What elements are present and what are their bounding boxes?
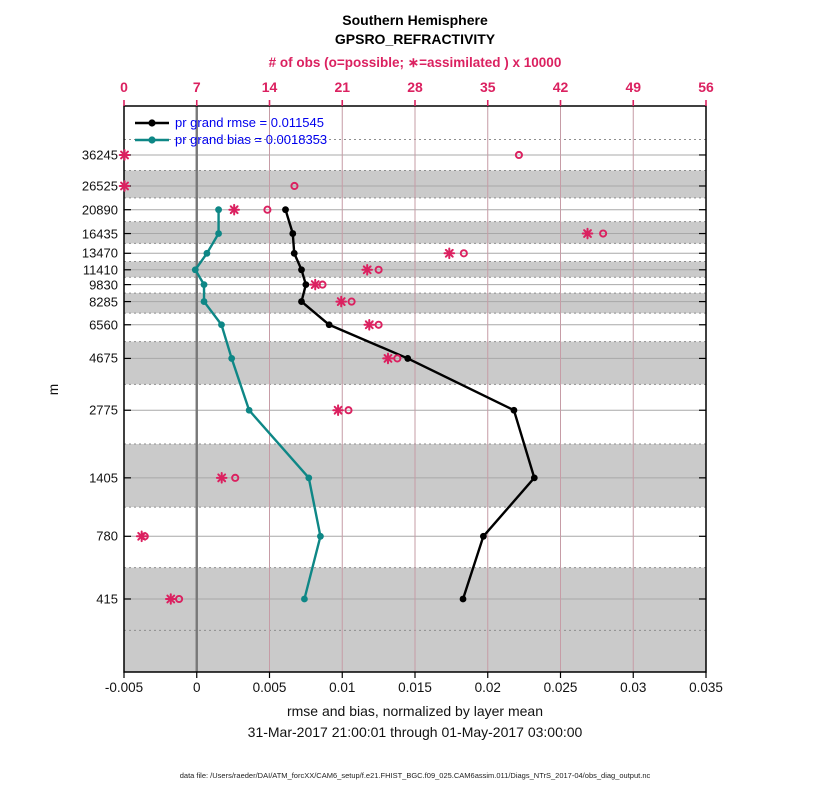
top-axis-tick-label: 49 [625, 79, 642, 95]
legend-rmse-label: pr grand rmse = 0.011545 [175, 115, 324, 130]
left-axis-tick-label: 16435 [81, 226, 118, 242]
legend-bias-line-sample [134, 134, 170, 146]
bias-data-point [218, 321, 225, 328]
rmse-data-point [531, 474, 538, 481]
legend-entry-bias [134, 131, 327, 148]
bias-data-point [228, 355, 235, 362]
rmse-data-point [298, 266, 305, 273]
top-axis-tick-label: 42 [552, 79, 569, 95]
rmse-data-point [460, 596, 467, 603]
x-axis-label: rmse and bias, normalized by layer mean [286, 703, 543, 719]
bottom-axis-tick-label: 0.01 [329, 680, 356, 695]
bias-data-point [301, 596, 308, 603]
top-axis-tick-label: 35 [479, 79, 496, 95]
page-title: Southern Hemisphere [342, 12, 488, 28]
left-axis-tick-label: 26525 [81, 178, 118, 194]
bottom-axis-tick-label: 0 [192, 680, 201, 695]
bias-data-point [317, 533, 324, 540]
bottom-axis-tick-label: 0.02 [474, 680, 501, 695]
legend-bias-label: pr grand bias = 0.0018353 [175, 132, 328, 147]
left-axis-tick-label: 20890 [81, 202, 118, 218]
legend-rmse-line-sample [134, 117, 170, 129]
top-axis-tick-label: 7 [192, 79, 201, 95]
date-range-label: 31-Mar-2017 21:00:01 through 01-May-2017 03:00:00 [247, 724, 583, 740]
top-axis-title: # of obs (o=possible; ∗=assimilated ) x 10000 [268, 55, 562, 70]
data-file-note: data file: /Users/raeder/DAI/ATM_forcXX/CAM6_setup/f.e21.FHIST_BGC.f09_025.CAM6assim.011/Diags_NTrS_2017-04/obs_diag_output.nc [179, 771, 651, 780]
bottom-axis-tick-label: 0.015 [398, 680, 432, 695]
left-axis-tick-label: 780 [96, 528, 118, 544]
legend [134, 114, 327, 148]
legend-marker [148, 136, 155, 143]
rmse-data-point [480, 533, 487, 540]
left-axis-tick-label: 9830 [89, 277, 118, 293]
bottom-axis-tick-label: 0.025 [543, 680, 578, 695]
left-axis-tick-label: 1405 [89, 470, 118, 486]
rmse-data-point [282, 206, 289, 213]
bias-data-point [192, 266, 199, 273]
bias-data-point [215, 230, 222, 237]
left-axis-tick-label: 36245 [81, 147, 118, 163]
rmse-data-point [302, 281, 309, 288]
bias-data-point [305, 474, 312, 481]
bottom-axis-tick-label: 0.03 [620, 680, 647, 695]
left-axis-tick-label: 13470 [81, 245, 118, 261]
rmse-data-point [511, 407, 518, 414]
bottom-axis-tick-label: 0.035 [689, 680, 723, 695]
left-axis-tick-label: 6560 [89, 317, 118, 333]
rmse-data-point [289, 230, 296, 237]
y-axis-label: m [46, 383, 62, 396]
bias-data-point [201, 281, 208, 288]
left-axis-tick-label: 2775 [89, 402, 118, 418]
bottom-axis-tick-label: 0.005 [252, 680, 287, 695]
rmse-data-point [326, 321, 333, 328]
bias-data-point [204, 250, 211, 257]
top-axis-tick-label: 0 [120, 79, 128, 95]
left-axis-tick-label: 415 [96, 591, 118, 607]
rmse-data-point [298, 298, 305, 305]
left-axis-tick-label: 11410 [82, 262, 118, 278]
left-axis-tick-label: 8285 [89, 294, 118, 310]
bottom-axis-tick-label: -0.005 [104, 680, 144, 695]
legend-marker [148, 119, 155, 126]
top-axis-tick-label: 14 [261, 79, 278, 95]
bias-data-point [201, 298, 208, 305]
legend-entry-rmse [134, 114, 327, 131]
top-axis-tick-label: 28 [407, 79, 423, 95]
rmse-data-point [404, 355, 411, 362]
bias-data-point [246, 407, 253, 414]
bias-data-point [215, 206, 222, 213]
left-axis-tick-label: 4675 [89, 350, 118, 366]
rmse-data-point [291, 250, 298, 257]
top-axis-tick-label: 56 [698, 79, 714, 95]
page-subtitle: GPSRO_REFRACTIVITY [334, 31, 496, 47]
top-axis-tick-label: 21 [334, 79, 351, 95]
